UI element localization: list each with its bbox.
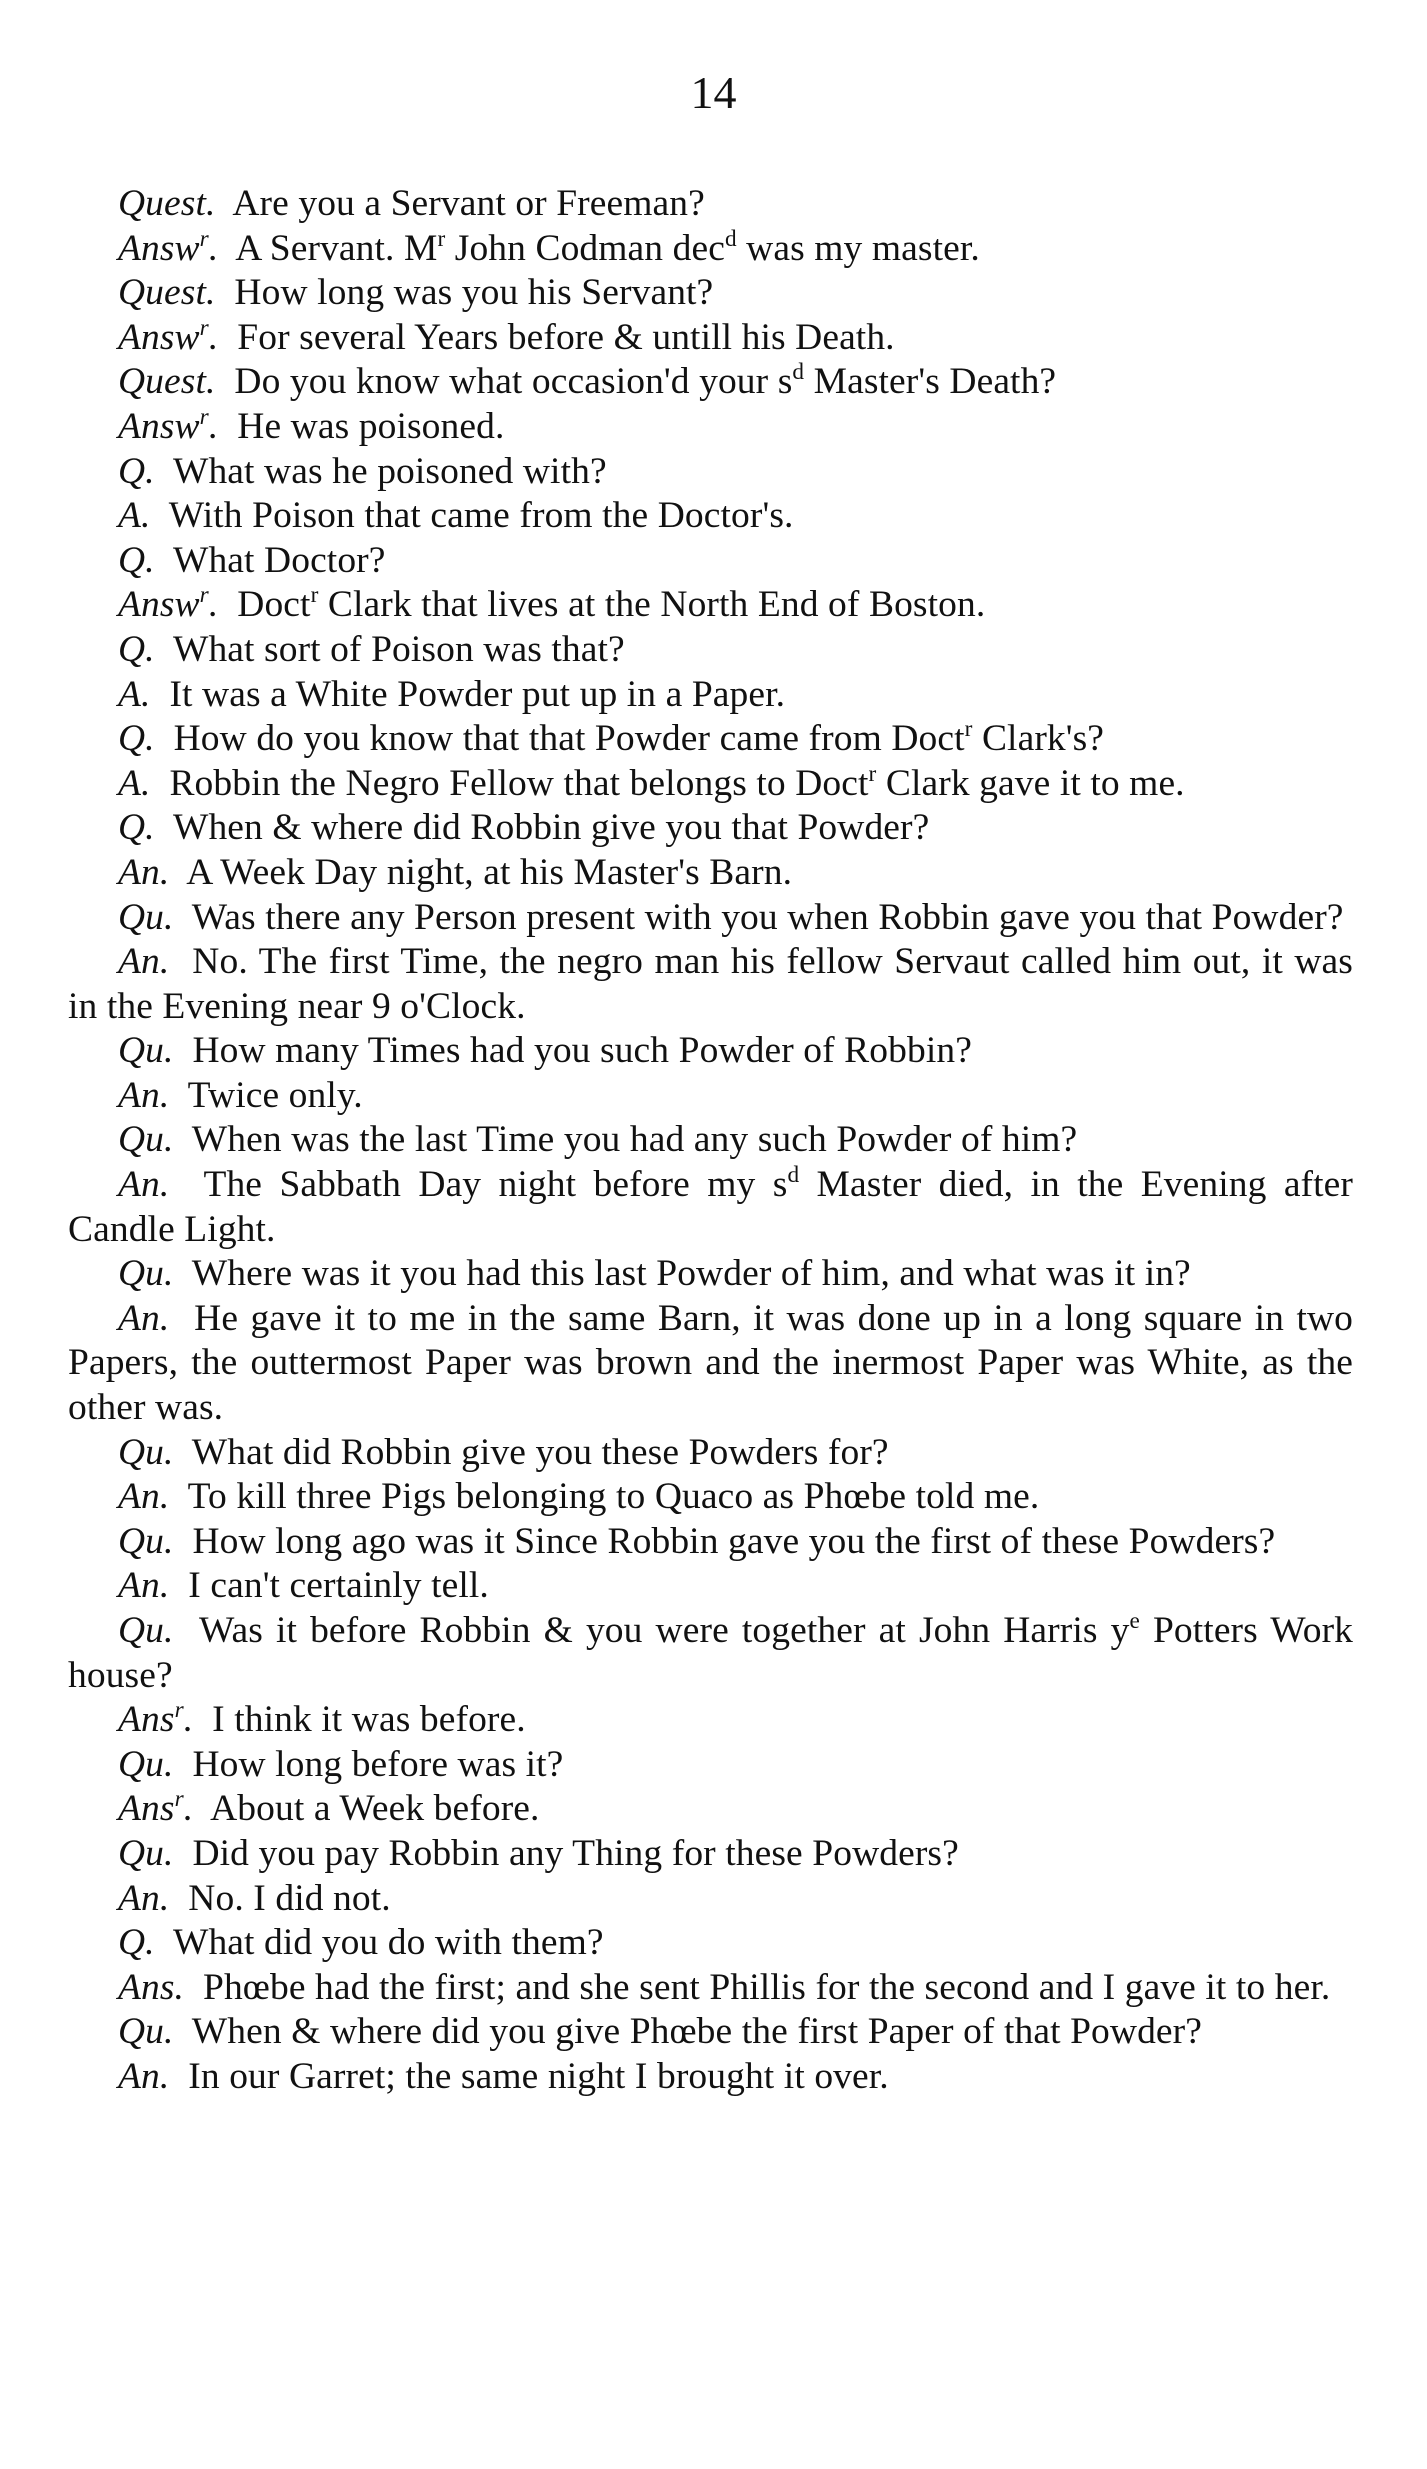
testimony-line — [68, 182, 1353, 227]
speaker-label: Ans$^r$. — [118, 1697, 194, 1741]
line-text: What Doctor? — [172, 539, 386, 581]
line-text: About a Week before. — [210, 1788, 540, 1830]
speaker-label: Qu. — [118, 1253, 174, 1295]
testimony-line — [68, 1698, 1353, 1743]
speaker-label: An. — [118, 941, 170, 983]
speaker-label: Answ$^r$. — [118, 314, 219, 358]
testimony-line — [68, 494, 1353, 539]
testimony-line — [68, 940, 1353, 1029]
line-text: To kill three Pigs belonging to Quaco as Phœbe told me. — [187, 1476, 1040, 1518]
testimony-line — [68, 583, 1353, 628]
testimony-line — [68, 1074, 1353, 1119]
testimony-line — [68, 806, 1353, 851]
testimony-line — [68, 227, 1353, 272]
line-text: The Sabbath Day night before my $s^d$ Master died, in the Evening after Candle Light. — [68, 1162, 1353, 1250]
speaker-label: Qu. — [118, 1832, 174, 1874]
testimony-line — [68, 1029, 1353, 1074]
testimony-line — [68, 1297, 1353, 1431]
line-text: How long before was it? — [192, 1743, 564, 1785]
testimony-line — [68, 1609, 1353, 1698]
speaker-label: Q. — [118, 1922, 155, 1964]
speaker-label: Ans. — [118, 1966, 185, 2008]
line-text: He gave it to me in the same Barn, it was done up in a long square in two Papers, the outtermost Paper was brown and the inermost Paper was White, as the other was. — [68, 1297, 1353, 1429]
speaker-label: Quest. — [118, 183, 216, 224]
line-text: What did you do with them? — [172, 1922, 604, 1964]
speaker-label: Q. — [118, 539, 155, 581]
line-text: How many Times had you such Powder of Robbin? — [192, 1030, 972, 1072]
testimony-line — [68, 450, 1353, 495]
testimony-line — [68, 271, 1353, 316]
line-text: For several Years before & untill his Death. — [237, 316, 895, 358]
line-text: When was the last Time you had any such Powder of him? — [191, 1119, 1078, 1161]
line-text: It was a White Powder put up in a Paper. — [169, 673, 786, 715]
speaker-label: Q. — [118, 807, 155, 849]
testimony-line — [68, 1163, 1353, 1252]
line-text: I can't certainly tell. — [188, 1565, 489, 1607]
line-text: With Poison that came from the Doctor's. — [168, 495, 794, 537]
line-text: In our Garret; the same night I brought it over. — [188, 2055, 889, 2097]
testimony-line — [68, 1787, 1353, 1832]
speaker-label: Ans$^r$. — [118, 1786, 194, 1830]
testimony-line — [68, 539, 1353, 584]
testimony-line — [68, 1475, 1353, 1520]
speaker-label: Qu. — [118, 2011, 174, 2053]
speaker-label: An. — [118, 1164, 170, 1206]
speaker-label: An. — [118, 1297, 170, 1339]
line-text: Are you a Servant or Freeman? — [232, 183, 705, 224]
testimony-line — [68, 1966, 1353, 2011]
speaker-label: Answ$^r$. — [118, 582, 219, 626]
speaker-label: An. — [118, 851, 170, 893]
line-text: Doct$^r$ Clark that lives at the North End of Boston. — [237, 582, 986, 626]
line-text: I think it was before. — [212, 1699, 526, 1741]
line-text: A Week Day night, at his Master's Barn. — [186, 851, 793, 893]
testimony-line — [68, 1743, 1353, 1788]
line-text: Was it before Robbin & you were together at John Harris $y^e$ Potters Work house? — [68, 1608, 1354, 1696]
testimony-line — [68, 2055, 1353, 2100]
line-text: No. I did not. — [188, 1877, 391, 1919]
speaker-label: An. — [118, 1877, 170, 1919]
line-text: Was there any Person present with you when Robbin gave you that Powder? — [191, 896, 1344, 938]
speaker-label: Q. — [118, 450, 155, 492]
line-text: How do you know that that Powder came from Doct$^r$ Clark's? — [173, 716, 1105, 760]
speaker-label: An. — [118, 1565, 170, 1607]
line-text: He was poisoned. — [237, 405, 505, 447]
speaker-label: Qu. — [118, 1743, 174, 1785]
line-text: What was he poisoned with? — [172, 450, 607, 492]
testimony-line — [68, 851, 1353, 896]
speaker-label: An. — [118, 2055, 170, 2097]
line-text: What sort of Poison was that? — [172, 628, 625, 670]
line-text: When & where did you give Phœbe the first Paper of that Powder? — [191, 2011, 1203, 2053]
line-text: How long ago was it Since Robbin gave you the first of these Powders? — [192, 1520, 1276, 1562]
testimony-line — [68, 1520, 1353, 1565]
testimony-line — [68, 762, 1353, 807]
testimony-line — [68, 360, 1353, 405]
speaker-label: Qu. — [118, 1119, 174, 1161]
testimony-line — [68, 717, 1353, 762]
testimony-line — [68, 316, 1353, 361]
testimony-text — [68, 182, 1353, 2100]
testimony-line — [68, 896, 1353, 941]
speaker-label: Qu. — [118, 1030, 174, 1072]
testimony-line — [68, 1921, 1353, 1966]
line-text: What did Robbin give you these Powders for? — [191, 1431, 889, 1473]
testimony-line — [68, 1252, 1353, 1297]
testimony-line — [68, 1118, 1353, 1163]
testimony-line — [68, 405, 1353, 450]
line-text: Phœbe had the first; and she sent Phillis for the second and I gave it to her. — [202, 1966, 1331, 2008]
line-text: No. The first Time, the negro man his fellow Servaut called him out, it was in the Evening near 9 o'Clock. — [68, 941, 1353, 1027]
line-text: Twice only. — [187, 1074, 363, 1116]
testimony-line — [68, 2010, 1353, 2055]
speaker-label: A. — [118, 762, 151, 804]
speaker-label: Qu. — [118, 1610, 174, 1651]
speaker-label: Quest. — [118, 361, 216, 403]
testimony-line — [68, 673, 1353, 718]
testimony-line — [68, 1877, 1353, 1922]
speaker-label: A. — [118, 495, 151, 537]
speaker-label: Answ$^r$. — [118, 225, 219, 269]
line-text: A Servant. $M^r$ John Codman dec$^d$ was my master. — [235, 225, 980, 269]
speaker-label: Qu. — [118, 896, 174, 938]
line-text: How long was you his Servant? — [234, 272, 714, 314]
line-text: When & where did Robbin give you that Powder? — [172, 807, 930, 849]
speaker-label: Quest. — [118, 272, 216, 314]
speaker-label: Q. — [118, 718, 155, 760]
line-text: Where was it you had this last Powder of him, and what was it in? — [191, 1253, 1191, 1295]
speaker-label: Qu. — [118, 1431, 174, 1473]
testimony-line — [68, 1564, 1353, 1609]
testimony-line — [68, 1431, 1353, 1476]
speaker-label: Q. — [118, 628, 155, 670]
speaker-label: An. — [118, 1476, 170, 1518]
line-text: Do you know what occasion'd your $s^d$ Master's Death? — [234, 359, 1057, 403]
speaker-label: Answ$^r$. — [118, 404, 219, 447]
speaker-label: An. — [118, 1074, 170, 1116]
line-text: Did you pay Robbin any Thing for these Powders? — [192, 1832, 959, 1874]
testimony-line — [68, 1832, 1353, 1877]
line-text: Robbin the Negro Fellow that belongs to Doct$^r$ Clark gave it to me. — [169, 760, 1185, 804]
page-number: 14 — [690, 67, 737, 118]
speaker-label: Qu. — [118, 1520, 174, 1562]
testimony-line — [68, 628, 1353, 673]
speaker-label: A. — [118, 673, 151, 715]
